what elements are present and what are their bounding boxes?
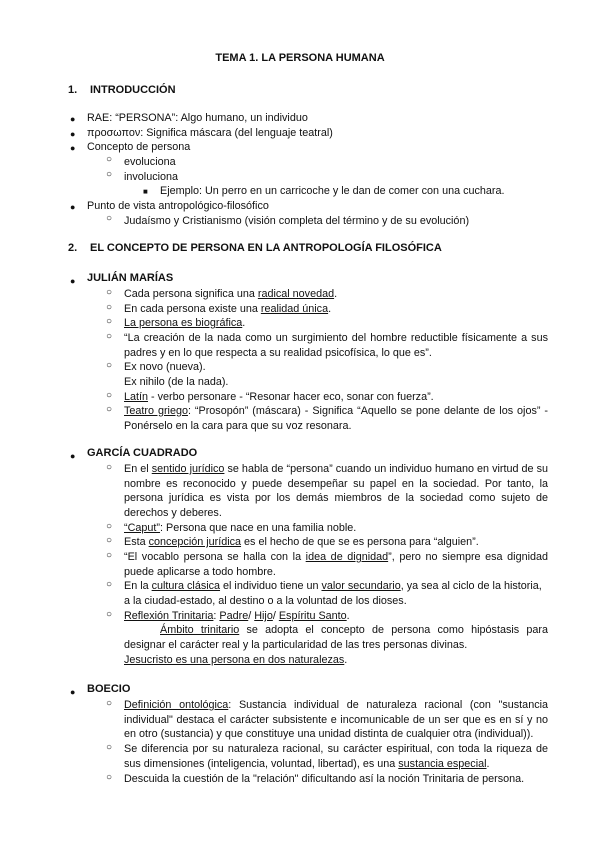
list-item: Ex novo (nueva). Ex nihilo (de la nada). bbox=[124, 361, 229, 388]
document-title: TEMA 1. LA PERSONA HUMANA bbox=[215, 52, 385, 64]
list-item: Concepto de persona bbox=[87, 141, 191, 153]
circle-bullet-icon: ○ bbox=[106, 331, 113, 342]
paragraph: Ámbito trinitario se adopta el concepto de persona como hipóstasis para designar el carácter real y la particularidad de las tres personas divinas. bbox=[124, 624, 548, 651]
circle-bullet-icon: ○ bbox=[106, 609, 113, 620]
list-item: Se diferencia por su naturaleza racional, su carácter espiritual, con toda la riqueza de sus dimensiones (inteligencia, voluntad, libertad), es una sustancia especial. bbox=[124, 743, 548, 770]
bullet-icon: ● bbox=[70, 276, 76, 286]
circle-bullet-icon: ○ bbox=[106, 579, 113, 590]
list-item: Latín - verbo personare - “Resonar hacer eco, sonar con fuerza”. bbox=[124, 391, 434, 403]
circle-bullet-icon: ○ bbox=[106, 302, 113, 313]
circle-bullet-icon: ○ bbox=[106, 169, 113, 180]
list-item: Ejemplo: Un perro en un carricoche y le dan de comer con una cuchara. bbox=[160, 185, 505, 197]
list-item: involuciona bbox=[124, 171, 179, 183]
list-item: “El vocablo persona se halla con la idea de dignidad”, pero no siempre esa dignidad puede aplicarse a todo hombre. bbox=[124, 551, 548, 578]
circle-bullet-icon: ○ bbox=[106, 404, 113, 415]
section-1-heading: 1. INTRODUCCIÓN bbox=[68, 84, 176, 96]
circle-bullet-icon: ○ bbox=[106, 521, 113, 532]
list-item: evoluciona bbox=[124, 156, 176, 168]
circle-bullet-icon: ○ bbox=[106, 287, 113, 298]
bullet-icon: ● bbox=[70, 129, 76, 139]
list-item: Cada persona significa una radical novedad. bbox=[124, 288, 338, 300]
list-item: Reflexión Trinitaria: Padre/ Hijo/ Espíritu Santo. bbox=[124, 610, 350, 622]
bullet-icon: ● bbox=[70, 451, 76, 461]
bullet-icon: ● bbox=[70, 687, 76, 697]
circle-bullet-icon: ○ bbox=[106, 390, 113, 401]
paragraph: Jesucristo es una persona en dos naturalezas. bbox=[124, 654, 348, 666]
circle-bullet-icon: ○ bbox=[106, 698, 113, 709]
list-item: En cada persona existe una realidad única. bbox=[124, 303, 332, 315]
list-item: προσωπον: Significa máscara (del lenguaje teatral) bbox=[87, 127, 333, 139]
list-item: Definición ontológica: Sustancia individual de naturaleza racional (con "sustancia individual" destaca el carácter subsistente e incomunicable de un ser que es en sí y no en otro (sustancia) y que constituye una unidad distinta de cualquier otra (individual)). bbox=[124, 699, 548, 741]
list-item: “Caput”: Persona que nace en una familia noble. bbox=[124, 522, 357, 534]
list-item: Esta concepción jurídica es el hecho de que se es persona para “alguien”. bbox=[124, 536, 479, 548]
bullet-icon: ● bbox=[70, 202, 76, 212]
section-2-heading: 2. EL CONCEPTO DE PERSONA EN LA ANTROPOLOGÍA FILOSÓFICA bbox=[68, 242, 442, 254]
circle-bullet-icon: ○ bbox=[106, 154, 113, 165]
circle-bullet-icon: ○ bbox=[106, 742, 113, 753]
bullet-icon: ● bbox=[70, 143, 76, 153]
circle-bullet-icon: ○ bbox=[106, 550, 113, 561]
list-item: Punto de vista antropológico-filosófico bbox=[87, 200, 269, 212]
circle-bullet-icon: ○ bbox=[106, 316, 113, 327]
list-item: Judaísmo y Cristianismo (visión completa del término y de su evolución) bbox=[124, 215, 470, 227]
circle-bullet-icon: ○ bbox=[106, 772, 113, 783]
list-item: En la cultura clásica el individuo tiene un valor secundario, ya sea al ciclo de la historia, a la ciudad-estado, al destino o a la voluntad de los dioses. bbox=[124, 580, 542, 607]
subsection-heading-garcia: GARCÍA CUADRADO bbox=[87, 447, 198, 459]
subsection-heading-marias: JULIÁN MARÍAS bbox=[87, 272, 174, 284]
list-item: RAE: “PERSONA”: Algo humano, un individuo bbox=[87, 112, 308, 124]
circle-bullet-icon: ○ bbox=[106, 535, 113, 546]
circle-bullet-icon: ○ bbox=[106, 213, 113, 224]
bullet-icon: ● bbox=[70, 114, 76, 124]
circle-bullet-icon: ○ bbox=[106, 360, 113, 371]
list-item: Descuida la cuestión de la "relación" dificultando así la noción Trinitaria de persona. bbox=[124, 773, 525, 785]
list-item: Teatro griego: “Prosopón” (máscara) - Significa “Aquello se pone delante de los ojos” - Ponérselo en la cara para que su voz resonara. bbox=[124, 405, 548, 432]
subsection-heading-boecio: BOECIO bbox=[87, 683, 131, 695]
circle-bullet-icon: ○ bbox=[106, 462, 113, 473]
list-item: En el sentido jurídico se habla de “persona” cuando un individuo humano en virtud de su nombre es reconocido y puede desempeñar su papel en la sociedad. Por tanto, la persona jurídica es vista por los demás miembros de la sociedad como sujeto de derechos y deberes. bbox=[124, 463, 549, 520]
square-bullet-icon: ■ bbox=[143, 187, 148, 196]
list-item: La persona es biográfica. bbox=[124, 317, 246, 329]
list-item: “La creación de la nada como un surgimiento del hombre reductible físicamente a sus padres y en lo que respecta a su realidad psicofísica, lo que es”. bbox=[124, 332, 548, 359]
